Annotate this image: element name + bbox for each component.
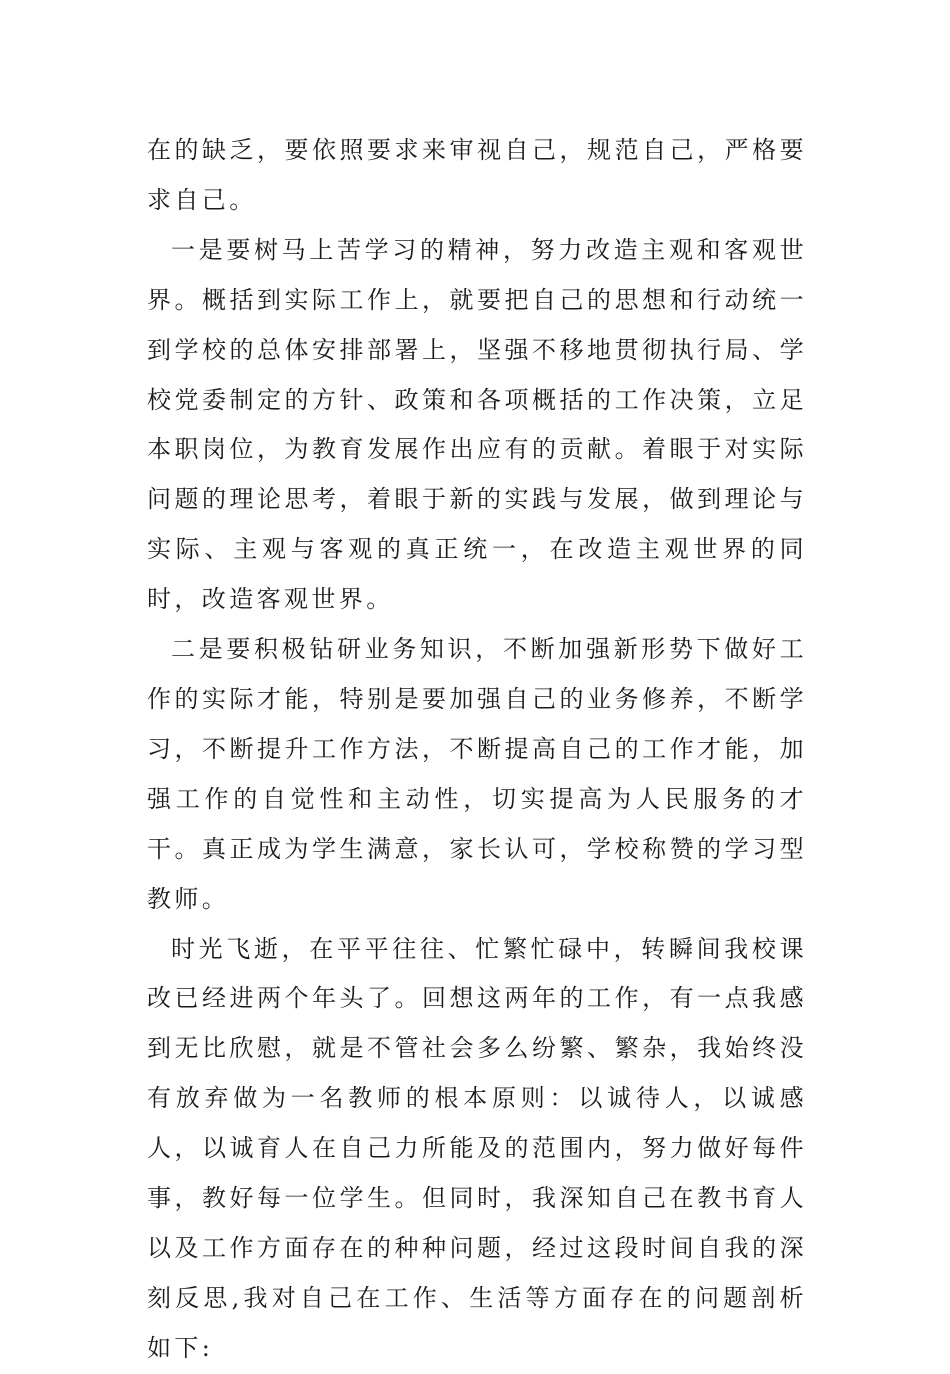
paragraph-point-one: 一是要树马上苦学习的精神，努力改造主观和客观世界。概括到实际工作上，就要把自己的思想和行动统一到学校的总体安排部署上，坚强不移地贯彻执行局、学校党委制定的方针、政策和各项概括的工作决策，立足本职岗位，为教育发展作出应有的贡献。着眼于对实际问题的理论思考，着眼于新的实践与发展，做到理论与实际、主观与客观的真正统一，在改造主观世界的同时，改造客观世界。	[147, 235, 807, 614]
paragraph-point-two: 二是要积极钻研业务知识，不断加强新形势下做好工作的实际才能，特别是要加强自己的业务修养，不断学习，不断提升工作方法，不断提高自己的工作才能，加强工作的自觉性和主动性，切实提高为人民服务的才干。真正成为学生满意，家长认可，学校称赞的学习型教师。	[147, 635, 807, 913]
paragraph-continuation: 在的缺乏，要依照要求来审视自己，规范自己，严格要求自己。	[147, 136, 807, 214]
paragraph-reflection: 时光飞逝，在平平往往、忙繁忙碌中，转瞬间我校课改已经进两个年头了。回想这两年的工作，有一点我感到无比欣慰，就是不管社会多么纷繁、繁杂，我始终没有放弃做为一名教师的根本原则：以诚待人，以诚感人，以诚育人在自己力所能及的范围内，努力做好每件事，教好每一位学生。但同时，我深知自己在教书育人以及工作方面存在的种种问题，经过这段时间自我的深刻反思,我对自己在工作、生活等方面存在的问题剖析如下:	[147, 934, 807, 1362]
document-body	[147, 126, 807, 1374]
